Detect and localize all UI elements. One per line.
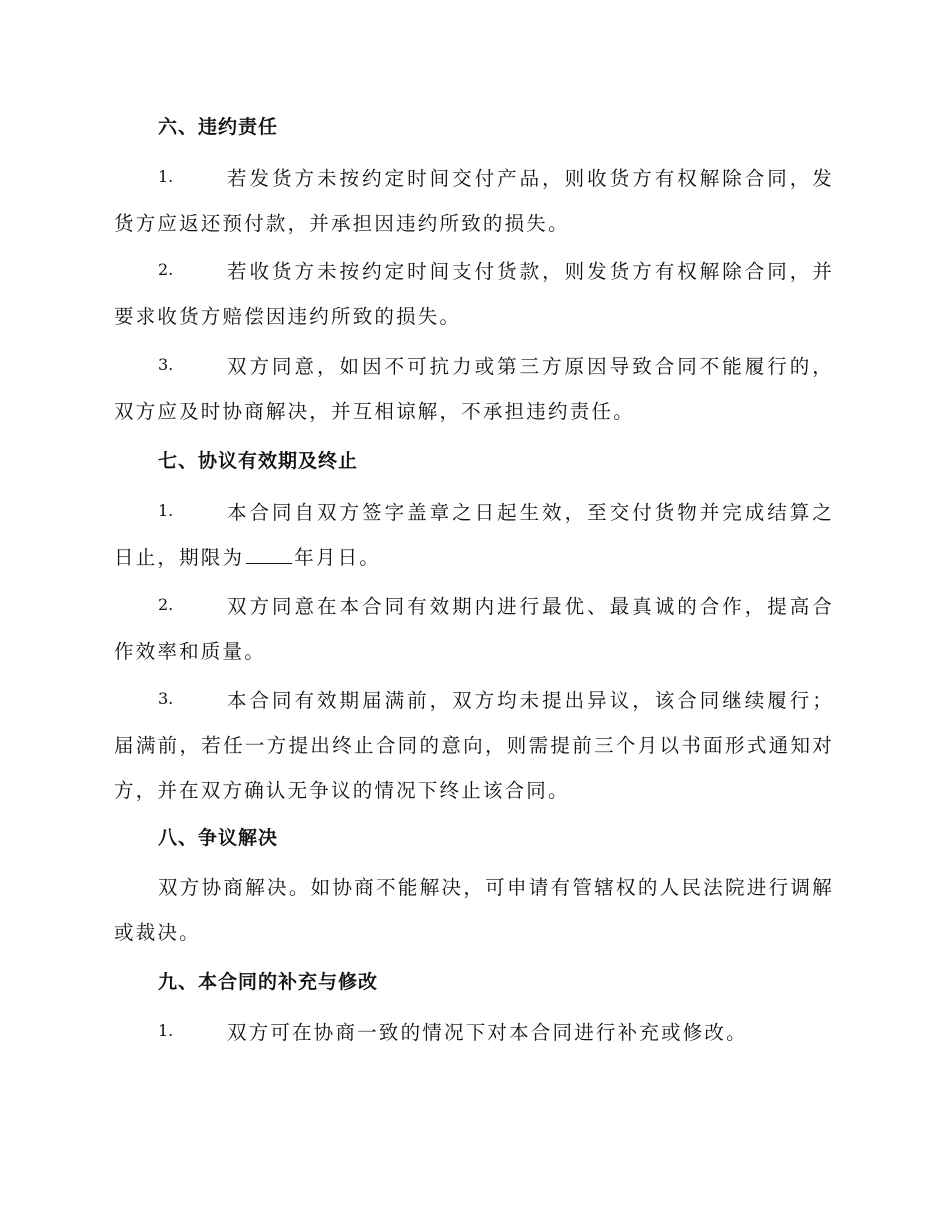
clause-9-1 bbox=[114, 1010, 834, 1055]
clause-6-2 bbox=[114, 249, 834, 339]
section-heading-supplement-amendment: 九、本合同的补充与修改 bbox=[158, 971, 379, 993]
clause-text: 双方可在协商一致的情况下对本合同进行补充或修改。 bbox=[227, 1021, 748, 1044]
clause-number: 1. bbox=[158, 167, 174, 186]
clause-text: 本合同有效期届满前，双方均未提出异议，该合同继续履行；届满前，若任一方提出终止合同的意向，则需提前三个月以书面形式通知对方，并在双方确认无争议的情况下终止该合同。 bbox=[114, 689, 834, 802]
clause-number: 3. bbox=[158, 355, 174, 374]
section-heading-validity-termination: 七、协议有效期及终止 bbox=[158, 450, 359, 472]
clause-7-1 bbox=[114, 490, 834, 580]
clause-text: 若发货方未按约定时间交付产品，则收货方有权解除合同，发货方应返还预付款，并承担因违约所致的损失。 bbox=[114, 167, 834, 235]
clause-text: 双方同意，如因不可抗力或第三方原因导致合同不能履行的，双方应及时协商解决，并互相谅解，不承担违约责任。 bbox=[114, 355, 834, 423]
clause-6-1 bbox=[114, 156, 834, 246]
clause-text bbox=[114, 490, 834, 580]
clause-text-after-blank: 年月日。 bbox=[294, 546, 382, 569]
clause-text: 双方同意在本合同有效期内进行最优、最真诚的合作，提高合作效率和质量。 bbox=[114, 595, 834, 663]
clause-text-before-blank: 本合同自双方签字盖章之日起生效，至交付货物并完成结算之日止，期限为 bbox=[114, 501, 834, 569]
clause-number: 2. bbox=[158, 595, 174, 614]
section-heading-breach-liability: 六、违约责任 bbox=[158, 116, 279, 138]
clause-number: 1. bbox=[158, 501, 174, 520]
clause-text: 双方协商解决。如协商不能解决，可申请有管辖权的人民法院进行调解或裁决。 bbox=[114, 876, 834, 944]
clause-number: 2. bbox=[158, 260, 174, 279]
clause-7-3 bbox=[114, 678, 834, 813]
clause-number: 1. bbox=[158, 1021, 174, 1040]
clause-text: 若收货方未按约定时间支付货款，则发货方有权解除合同，并要求收货方赔偿因违约所致的损失。 bbox=[114, 260, 834, 328]
section-heading-dispute-resolution: 八、争议解决 bbox=[158, 827, 279, 849]
fill-in-blank bbox=[246, 543, 292, 564]
clause-number: 3. bbox=[158, 689, 174, 708]
clause-8 bbox=[114, 865, 834, 955]
clause-6-3 bbox=[114, 344, 834, 434]
clause-7-2 bbox=[114, 584, 834, 674]
